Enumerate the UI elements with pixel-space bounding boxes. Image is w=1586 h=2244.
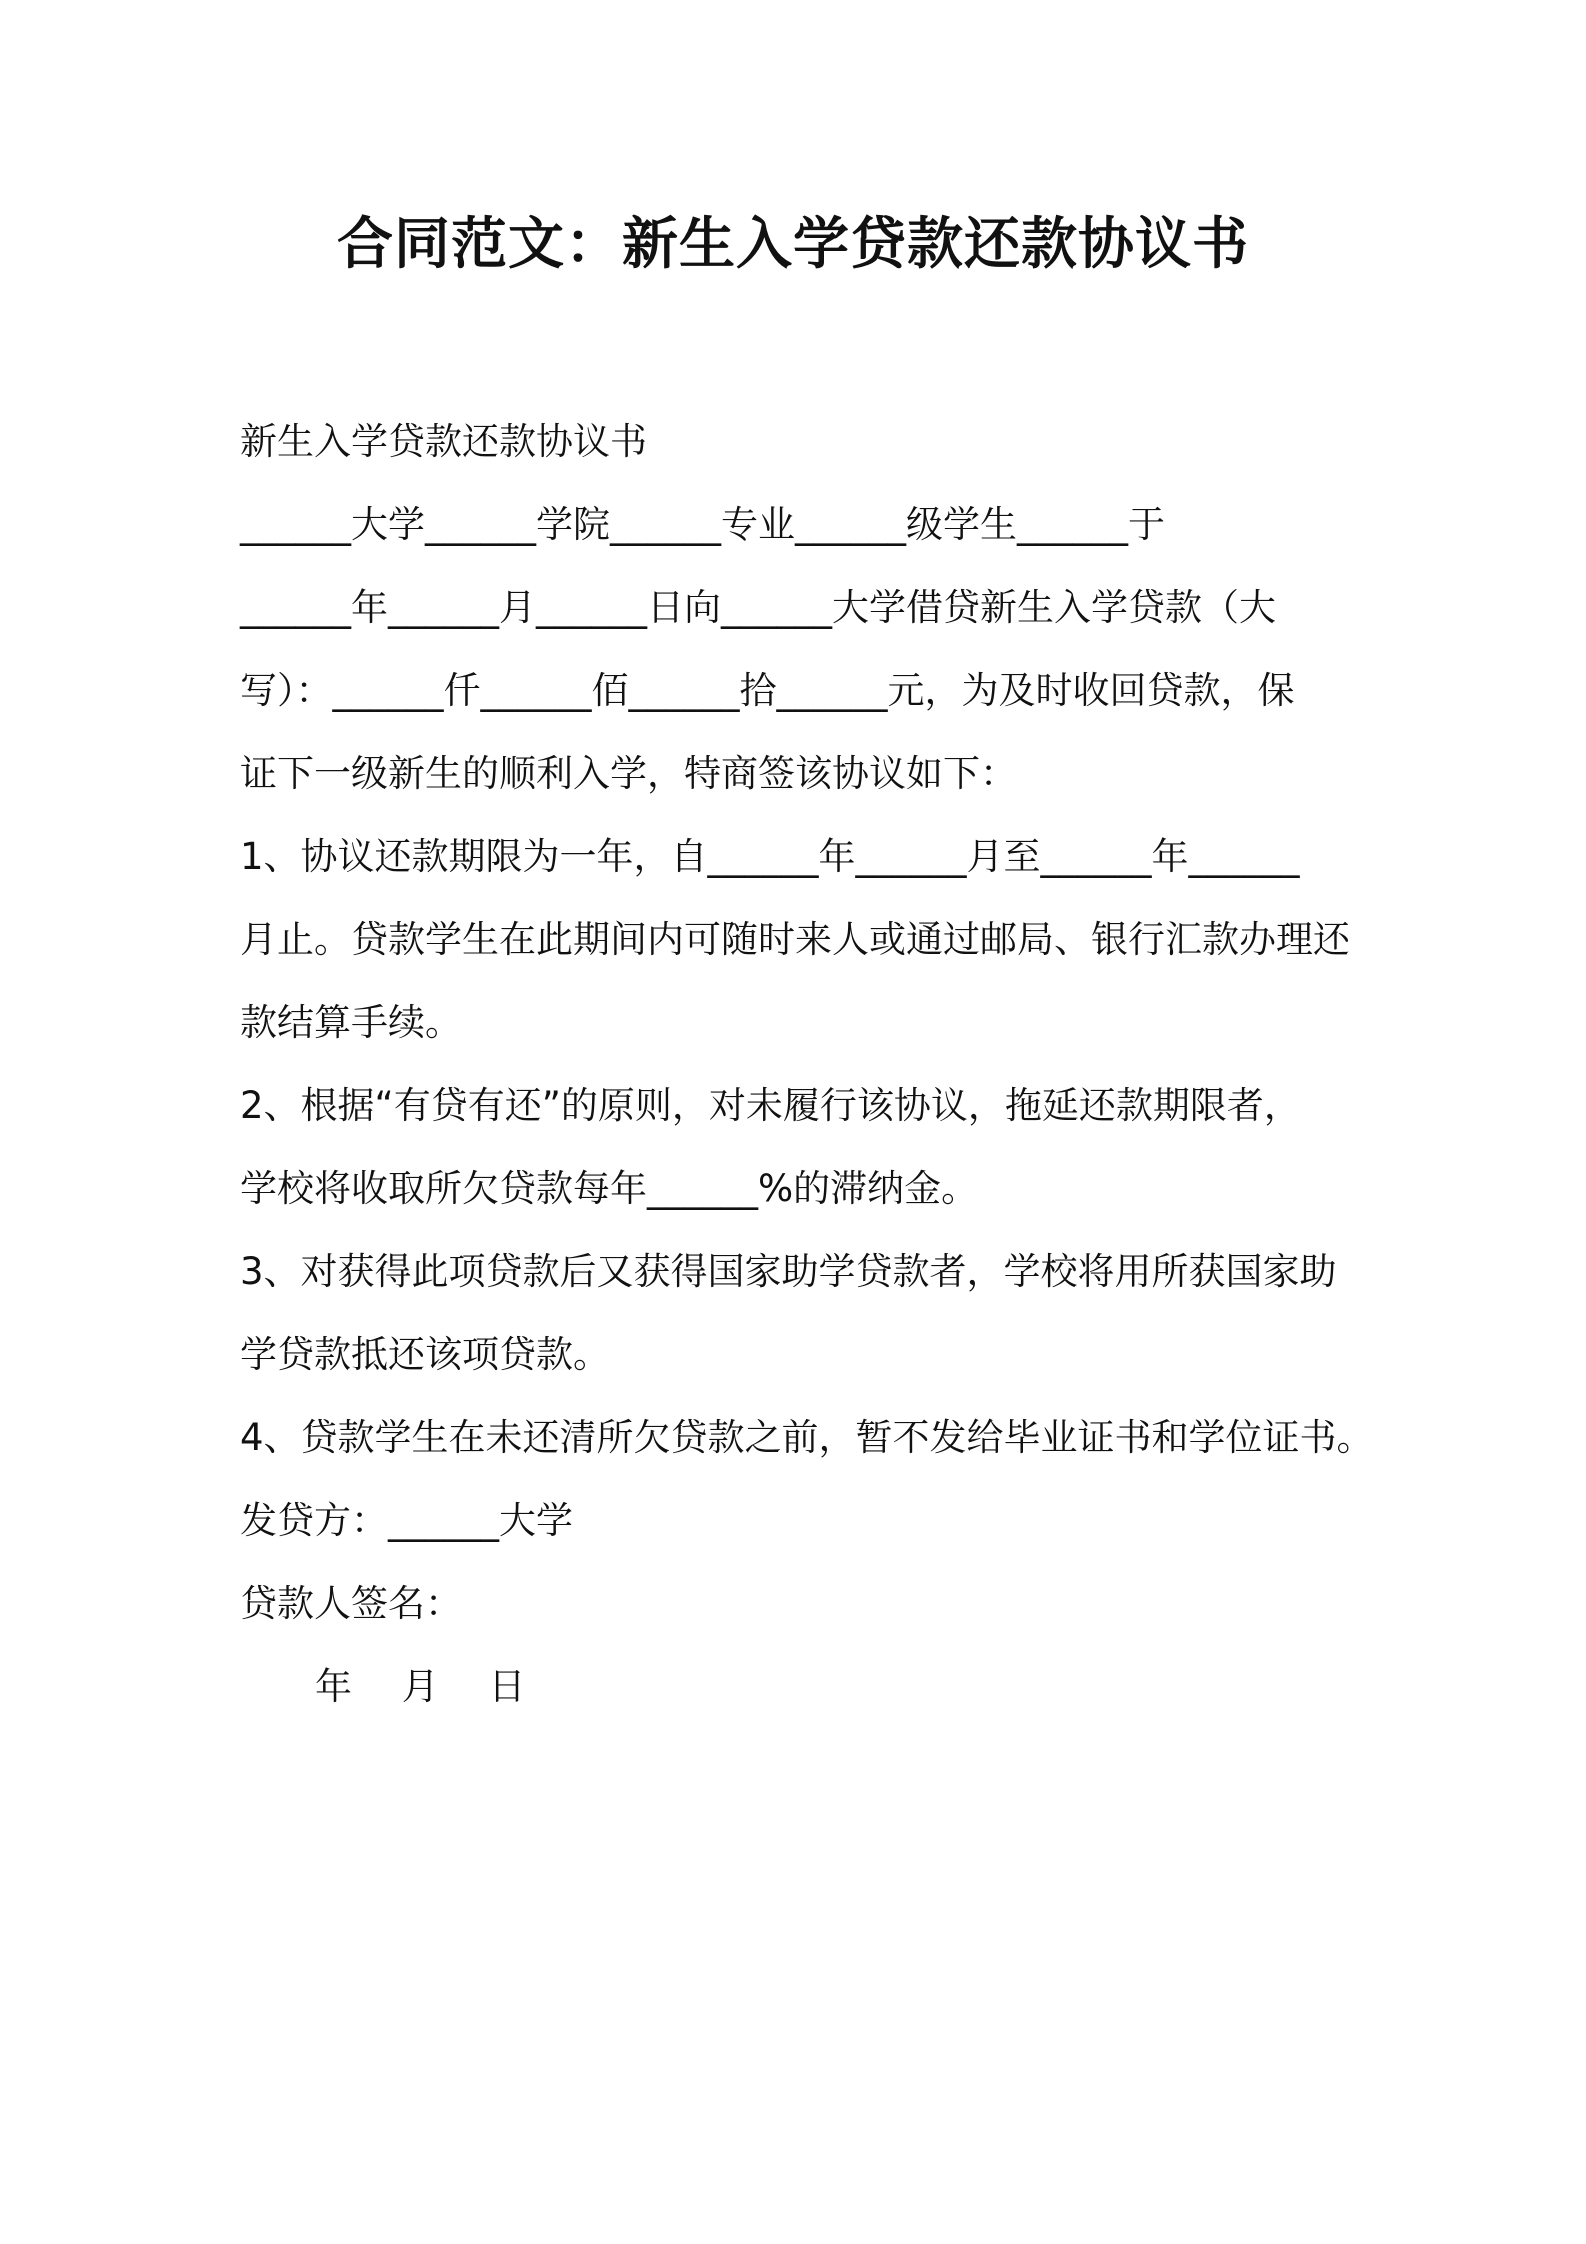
clause-1-line: 款结算手续。	[240, 1001, 462, 1044]
subtitle-line: 新生入学贷款还款协议书	[240, 420, 647, 463]
paragraph-line: 写）：______仟______佰______拾______元，为及时收回贷款，保	[240, 669, 1295, 712]
clause-2-line: 学校将收取所欠贷款每年______%的滞纳金。	[240, 1167, 979, 1210]
paragraph-line: 证下一级新生的顺利入学，特商签该协议如下：	[240, 752, 1017, 795]
date-year-label: 年	[315, 1665, 352, 1708]
clause-3-line: 3、对获得此项贷款后又获得国家助学贷款者，学校将用所获国家助	[240, 1250, 1337, 1293]
date-line	[240, 1645, 1370, 1728]
lender-line: 发贷方：______大学	[240, 1499, 573, 1542]
document-body	[240, 400, 1374, 1728]
date-month-label: 月	[401, 1665, 439, 1708]
clause-1-line: 月止。贷款学生在此期间内可随时来人或通过邮局、银行汇款办理还	[240, 918, 1350, 961]
paragraph-line: ______大学______学院______专业______级学生______于	[240, 503, 1165, 546]
date-day-label: 日	[488, 1665, 526, 1708]
paragraph-line: ______年______月______日向______大学借贷新生入学贷款（大	[240, 586, 1276, 629]
clause-4-line: 4、贷款学生在未还清所欠贷款之前，暂不发给毕业证书和学位证书。	[240, 1416, 1374, 1459]
clause-2-line: 2、根据“有贷有还”的原则，对未履行该协议，拖延还款期限者，	[240, 1084, 1301, 1127]
page-title: 合同范文：新生入学贷款还款协议书	[337, 212, 1249, 277]
clause-1-line: 1、协议还款期限为一年，自______年______月至______年______	[240, 835, 1300, 878]
borrower-signature-line: 贷款人签名：	[240, 1582, 462, 1625]
clause-3-line: 学贷款抵还该项贷款。	[240, 1333, 610, 1376]
